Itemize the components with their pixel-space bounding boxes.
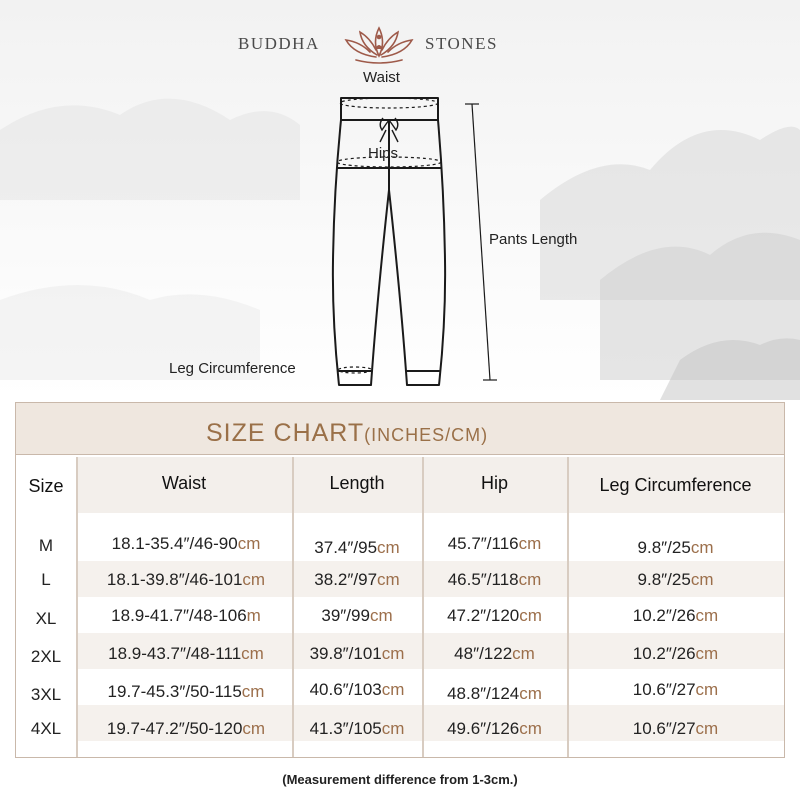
length-cell: 37.4″/95cm <box>314 538 400 557</box>
measurement-footnote: (Measurement difference from 1-3cm.) <box>282 772 518 787</box>
column-header-waist: Waist <box>161 473 207 493</box>
length-cell: 38.2″/97cm <box>314 570 400 589</box>
leg-cell: 10.2″/26cm <box>632 644 719 663</box>
waist-cell: 18.9-41.7″/48-106m <box>111 606 261 625</box>
hips-label: Hips <box>368 145 399 162</box>
leg-circumference-label: Leg Circumference <box>169 360 296 377</box>
length-cell: 39.8″/101cm <box>309 644 405 663</box>
waist-cell: 18.9-43.7″/48-111cm <box>108 644 264 663</box>
size-chart-title-main: SIZE CHART <box>206 419 365 447</box>
size-cell: L <box>41 570 51 589</box>
length-arrow <box>472 104 490 380</box>
leg-cell: 9.8″/25cm <box>637 570 714 589</box>
column-header-hip: Hip <box>480 473 508 493</box>
hip-cell: 48.8″/124cm <box>447 684 542 703</box>
length-cell: 40.6″/103cm <box>309 680 405 699</box>
size-chart-title-sub: (INCHES/CM) <box>364 425 489 445</box>
size-cell: 2XL <box>30 647 62 666</box>
column-header-leg-circumference: Leg Circumference <box>599 475 752 495</box>
leg-cell: 10.6″/27cm <box>632 680 719 699</box>
column-header-length: Length <box>329 473 385 493</box>
hip-cell: 48″/122cm <box>454 644 535 663</box>
waist-cell: 18.1-39.8″/46-101cm <box>106 570 266 589</box>
size-chart-table <box>15 402 785 758</box>
leg-cell: 9.8″/25cm <box>637 538 714 557</box>
hip-cell: 46.5″/118cm <box>447 570 542 589</box>
waist-cell: 18.1-35.4″/46-90cm <box>111 534 261 553</box>
hip-cell: 49.6″/126cm <box>447 719 542 738</box>
size-chart-header <box>16 403 784 455</box>
size-chart-title <box>206 419 488 448</box>
brand-word-left: BUDDHA <box>238 34 320 53</box>
hip-cell: 45.7″/116cm <box>447 534 542 553</box>
size-cell: 3XL <box>30 685 62 704</box>
pants-length-label: Pants Length <box>489 231 578 248</box>
waistband-outline <box>341 98 438 120</box>
length-cell: 39″/99cm <box>321 606 393 625</box>
waist-label: Waist <box>363 69 400 86</box>
hip-cell: 47.2″/120cm <box>447 606 542 625</box>
waist-cell: 19.7-45.3″/50-115cm <box>107 682 265 701</box>
leg-cell: 10.6″/27cm <box>632 719 719 738</box>
length-cell: 41.3″/105cm <box>309 719 405 738</box>
leg-cell: 10.2″/26cm <box>632 606 719 625</box>
size-cell: M <box>38 536 54 555</box>
waist-measure-guide <box>340 98 438 108</box>
brand-word-right: STONES <box>425 34 498 53</box>
size-cell: 4XL <box>30 719 62 738</box>
waist-cell: 19.7-47.2″/50-120cm <box>106 719 266 738</box>
size-cell: XL <box>35 609 57 628</box>
column-header-size: Size <box>28 476 64 496</box>
